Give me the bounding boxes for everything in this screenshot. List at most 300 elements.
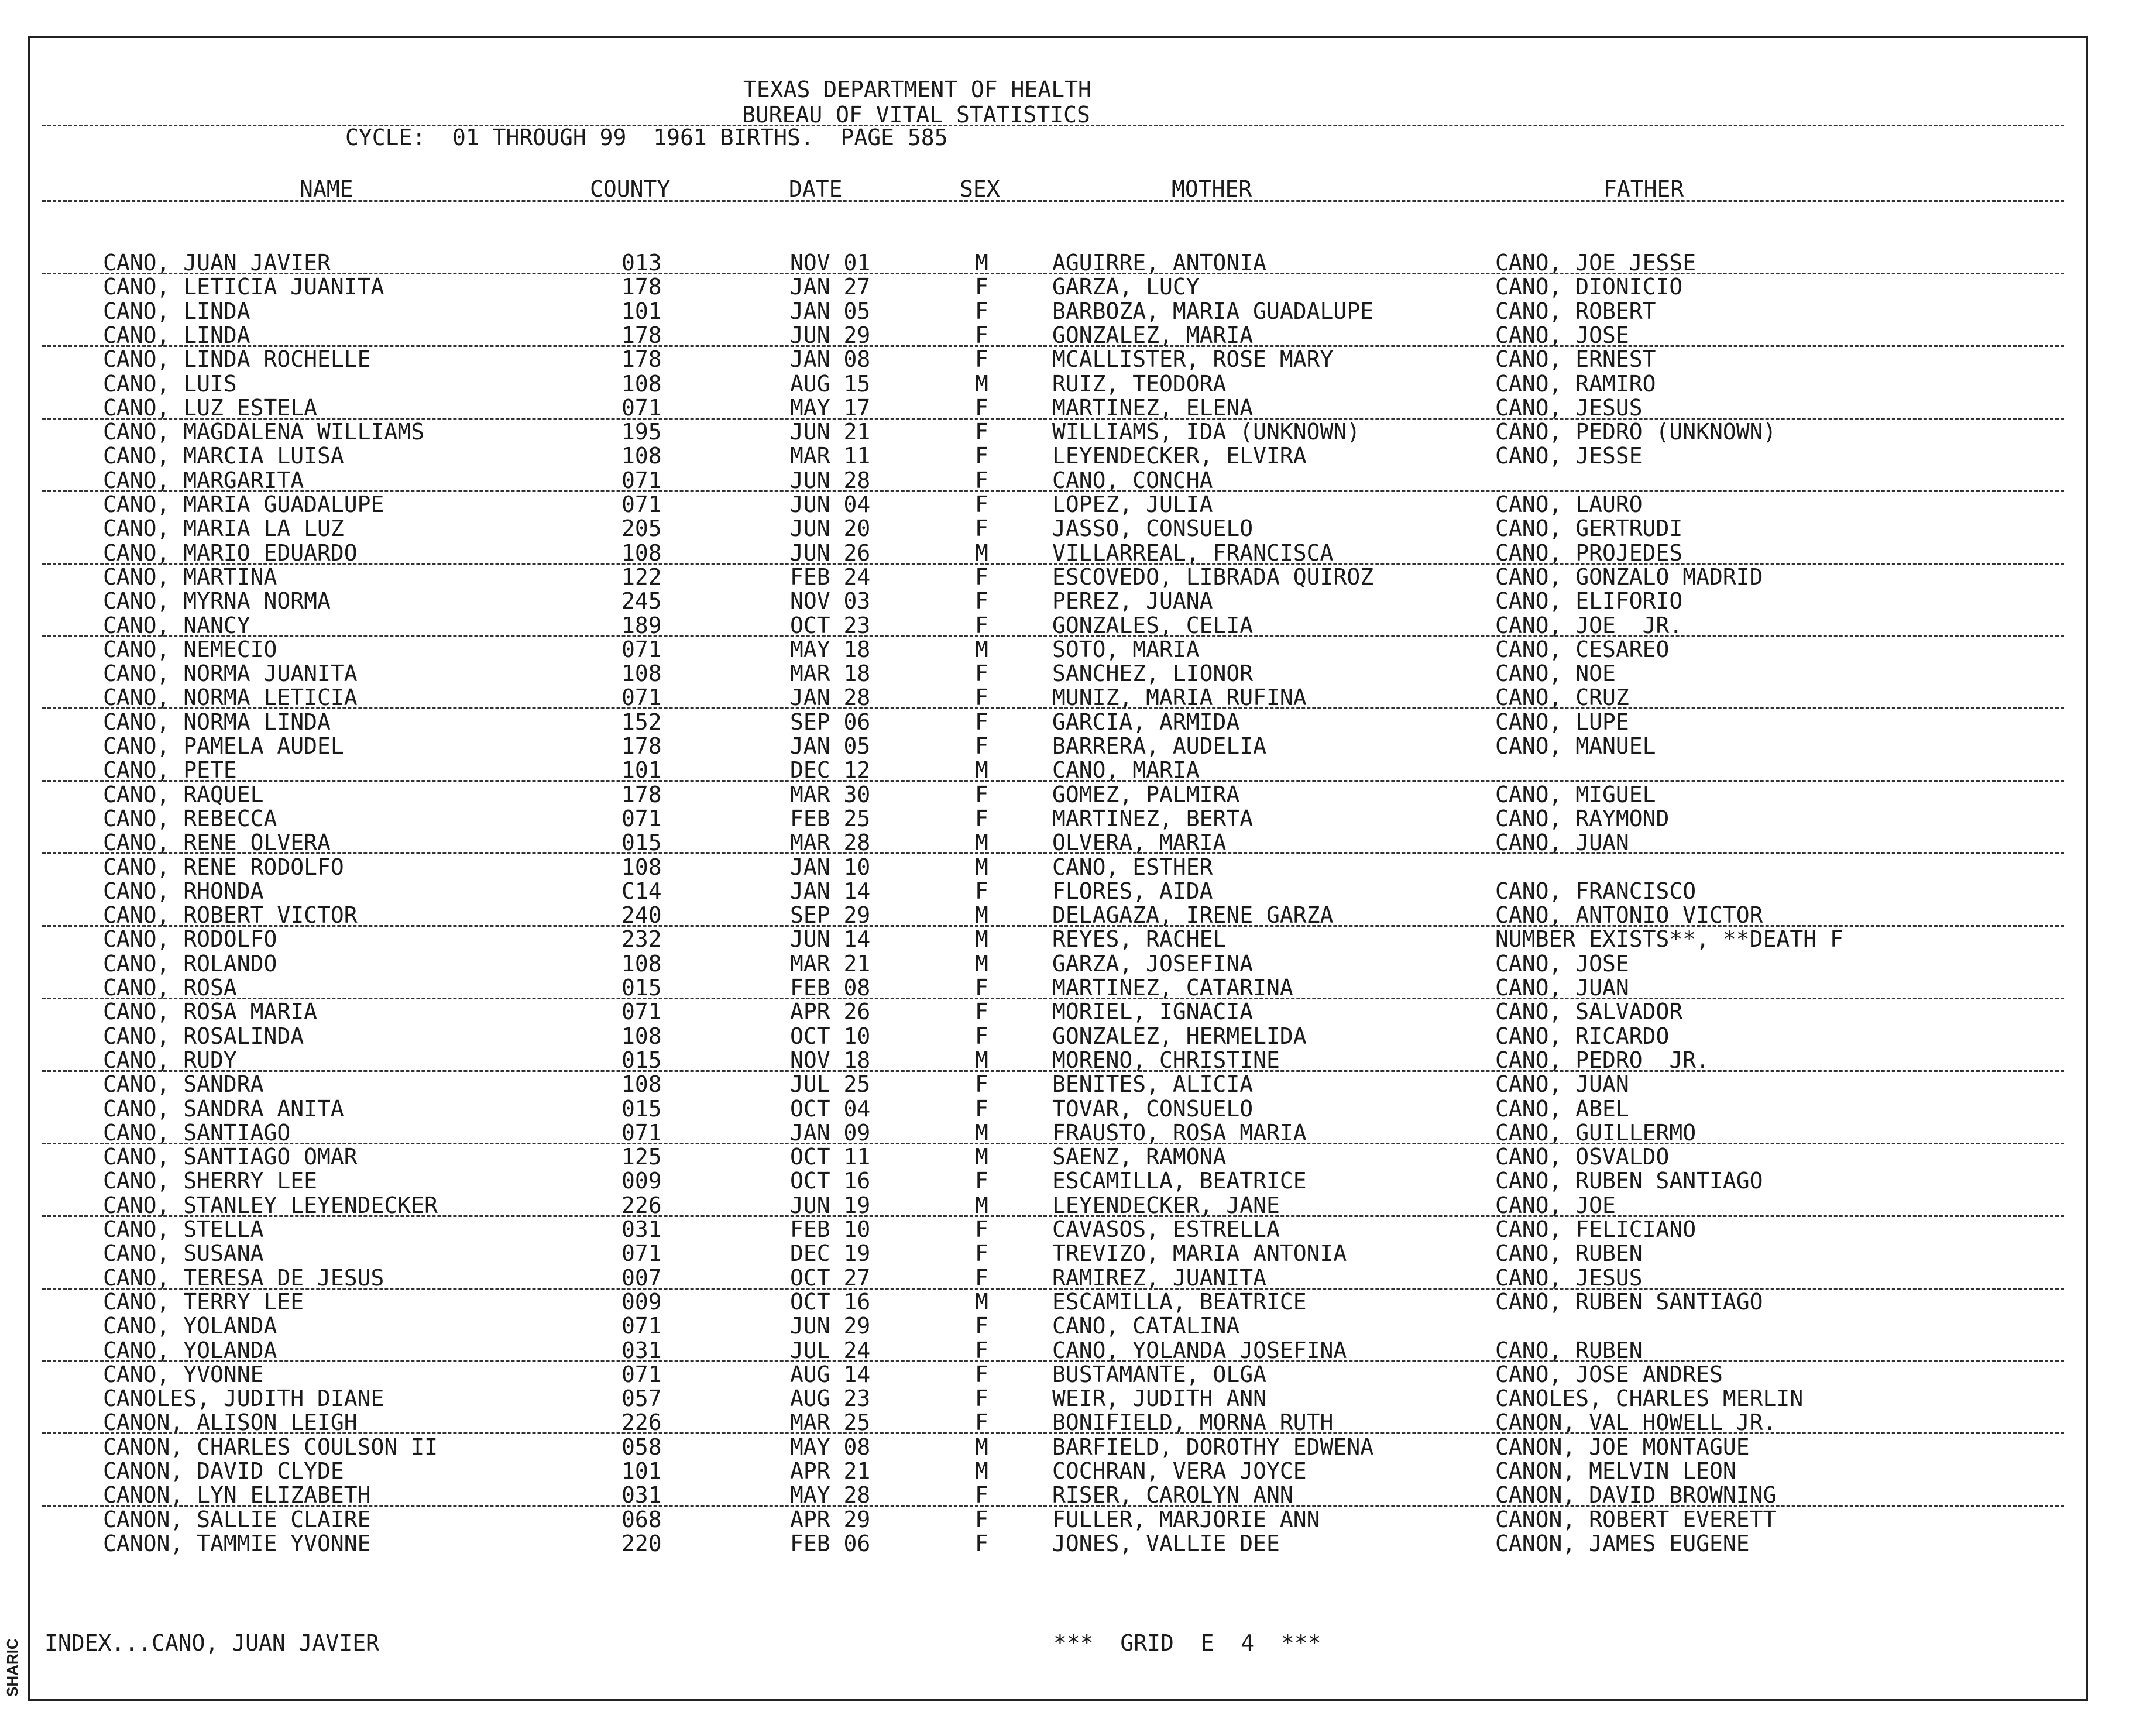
cell-county: C14 — [621, 878, 662, 904]
cell-name: CANO, LINDA — [103, 322, 250, 348]
cell-date: MAR 28 — [790, 830, 871, 856]
cell-date: OCT 04 — [790, 1095, 871, 1122]
cell-county: 071 — [621, 636, 662, 662]
cell-father: CANON, ROBERT EVERETT — [1495, 1506, 1777, 1532]
cell-date: MAY 08 — [790, 1434, 871, 1460]
cell-mother: VILLARREAL, FRANCISCA — [1052, 539, 1334, 566]
cell-name: CANO, MARTINA — [103, 563, 277, 590]
cell-county: 071 — [621, 1240, 662, 1267]
cell-mother: RAMIREZ, JUANITA — [1052, 1264, 1267, 1291]
cell-name: CANO, STANLEY LEYENDECKER — [103, 1192, 438, 1218]
cell-sex: F — [975, 709, 988, 735]
cell-name: CANO, LINDA ROCHELLE — [103, 346, 371, 373]
cell-county: 108 — [621, 950, 662, 977]
cell-sex: F — [975, 661, 988, 687]
cell-sex: M — [975, 902, 988, 929]
cell-mother: RUIZ, TEODORA — [1052, 370, 1227, 397]
cell-mother: MARTINEZ, BERTA — [1052, 805, 1254, 831]
cell-mother: GARZA, JOSEFINA — [1052, 950, 1254, 977]
cell-county: 071 — [621, 999, 662, 1025]
cell-name: CANON, DAVID CLYDE — [103, 1458, 344, 1484]
cell-county: 189 — [621, 612, 662, 638]
cell-county: 015 — [621, 1095, 662, 1122]
cell-mother: LEYENDECKER, ELVIRA — [1052, 443, 1307, 469]
cell-mother: WEIR, JUDITH ANN — [1052, 1386, 1267, 1412]
cell-mother: GARZA, LUCY — [1052, 274, 1200, 300]
cell-mother: SANCHEZ, LIONOR — [1052, 661, 1254, 687]
cell-mother: GARCIA, ARMIDA — [1052, 709, 1240, 735]
cell-mother: FULLER, MARJORIE ANN — [1052, 1506, 1320, 1532]
cell-date: NOV 18 — [790, 1047, 871, 1073]
cell-county: 058 — [621, 1434, 662, 1460]
cell-sex: F — [975, 1482, 988, 1508]
cell-mother: RISER, CAROLYN ANN — [1052, 1482, 1293, 1508]
cell-date: JAN 10 — [790, 854, 871, 880]
cell-mother: CANO, YOLANDA JOSEFINA — [1052, 1337, 1347, 1363]
cell-father: CANO, CESAREO — [1495, 636, 1670, 662]
cell-date: FEB 24 — [790, 563, 871, 590]
cell-sex: F — [975, 274, 988, 300]
cell-date: JAN 27 — [790, 274, 871, 300]
footer-index: INDEX...CANO, JUAN JAVIER — [44, 1630, 379, 1656]
cell-mother: TOVAR, CONSUELO — [1052, 1095, 1254, 1122]
cell-father: CANON, DAVID BROWNING — [1495, 1482, 1777, 1508]
cell-sex: M — [975, 926, 988, 953]
cell-mother: JASSO, CONSUELO — [1052, 515, 1254, 542]
cell-date: JAN 05 — [790, 298, 871, 324]
cell-sex: F — [975, 733, 988, 759]
cell-name: CANO, NORMA LINDA — [103, 709, 331, 735]
cell-mother: MUNIZ, MARIA RUFINA — [1052, 685, 1307, 711]
footer-grid: *** GRID E 4 *** — [1053, 1630, 1321, 1656]
cell-father: CANO, RUBEN — [1495, 1240, 1643, 1267]
cell-sex: F — [975, 1240, 988, 1267]
cell-county: 108 — [621, 661, 662, 687]
cell-date: JAN 08 — [790, 346, 871, 373]
cell-date: APR 26 — [790, 999, 871, 1025]
cell-father: CANO, JESUS — [1495, 1264, 1643, 1291]
cell-county: 226 — [621, 1410, 662, 1436]
cell-father: CANO, MANUEL — [1495, 733, 1656, 759]
cell-sex: M — [975, 636, 988, 662]
cell-sex: M — [975, 830, 988, 856]
cell-father: CANO, RUBEN SANTIAGO — [1495, 1288, 1763, 1315]
cell-father: CANO, FRANCISCO — [1495, 878, 1697, 904]
cell-name: CANO, RENE RODOLFO — [103, 854, 344, 880]
cell-name: CANOLES, JUDITH DIANE — [103, 1386, 384, 1412]
cell-father: CANO, OSVALDO — [1495, 1144, 1670, 1170]
cell-date: OCT 16 — [790, 1168, 871, 1194]
cell-name: CANON, TAMMIE YVONNE — [103, 1530, 371, 1556]
cell-date: JAN 14 — [790, 878, 871, 904]
cell-mother: MARTINEZ, CATARINA — [1052, 975, 1293, 1001]
cell-county: 152 — [621, 709, 662, 735]
cell-name: CANO, STELLA — [103, 1216, 264, 1242]
cell-date: OCT 16 — [790, 1288, 871, 1315]
cell-mother: LEYENDECKER, JANE — [1052, 1192, 1280, 1218]
cell-sex: F — [975, 588, 988, 614]
cell-sex: F — [975, 1264, 988, 1291]
cell-father: CANO, JESUS — [1495, 394, 1643, 421]
cell-sex: F — [975, 1361, 988, 1387]
cell-sex: F — [975, 443, 988, 469]
cell-sex: M — [975, 539, 988, 566]
cell-sex: M — [975, 854, 988, 880]
cell-father: CANO, JUAN — [1495, 1071, 1629, 1098]
cell-mother: SAENZ, RAMONA — [1052, 1144, 1227, 1170]
cell-name: CANO, SANDRA ANITA — [103, 1095, 344, 1122]
cell-name: CANO, RHONDA — [103, 878, 264, 904]
cycle-line: CYCLE: 01 THROUGH 99 1961 BIRTHS. PAGE 585 — [345, 125, 948, 150]
cell-county: 125 — [621, 1144, 662, 1170]
cell-county: 031 — [621, 1482, 662, 1508]
cell-date: OCT 23 — [790, 612, 871, 638]
cell-name: CANO, SUSANA — [103, 1240, 264, 1267]
cell-name: CANO, LUIS — [103, 370, 237, 397]
cell-county: 178 — [621, 322, 662, 348]
cell-mother: SOTO, MARIA — [1052, 636, 1200, 662]
cell-father: CANON, MELVIN LEON — [1495, 1458, 1736, 1484]
cell-county: 009 — [621, 1168, 662, 1194]
cell-father: CANO, FELICIANO — [1495, 1216, 1697, 1242]
cell-name: CANO, NANCY — [103, 612, 250, 638]
cell-sex: F — [975, 1023, 988, 1049]
cell-date: JUN 04 — [790, 491, 871, 517]
cell-county: 071 — [621, 1119, 662, 1146]
cell-mother: CANO, ESTHER — [1052, 854, 1213, 880]
cell-father: CANO, PEDRO JR. — [1495, 1047, 1710, 1073]
cell-father: CANO, LAURO — [1495, 491, 1643, 517]
cell-county: 178 — [621, 274, 662, 300]
cell-father: CANO, JESSE — [1495, 443, 1643, 469]
cell-mother: JONES, VALLIE DEE — [1052, 1530, 1280, 1556]
cell-name: CANON, CHARLES COULSON II — [103, 1434, 438, 1460]
cell-name: CANON, LYN ELIZABETH — [103, 1482, 371, 1508]
cell-date: FEB 25 — [790, 805, 871, 831]
cell-county: 068 — [621, 1506, 662, 1532]
cell-sex: F — [975, 781, 988, 807]
side-label: SHARIC — [4, 1638, 21, 1697]
cell-county: 015 — [621, 975, 662, 1001]
cell-sex: M — [975, 1144, 988, 1170]
cell-date: FEB 06 — [790, 1530, 871, 1556]
cell-date: JUL 25 — [790, 1071, 871, 1098]
cell-date: MAY 28 — [790, 1482, 871, 1508]
cell-sex: F — [975, 805, 988, 831]
cell-date: SEP 29 — [790, 902, 871, 929]
cell-date: JUN 21 — [790, 419, 871, 445]
cell-father: CANO, LUPE — [1495, 709, 1629, 735]
cell-mother: FRAUSTO, ROSA MARIA — [1052, 1119, 1307, 1146]
cell-mother: GONZALEZ, MARIA — [1052, 322, 1254, 348]
cell-name: CANO, NORMA LETICIA — [103, 685, 358, 711]
cell-sex: F — [975, 515, 988, 542]
cell-name: CANO, RAQUEL — [103, 781, 264, 807]
cell-date: MAR 21 — [790, 950, 871, 977]
cell-name: CANO, LUZ ESTELA — [103, 394, 318, 421]
cell-date: MAR 18 — [790, 661, 871, 687]
cell-county: 031 — [621, 1216, 662, 1242]
cell-father: CANO, ROBERT — [1495, 298, 1656, 324]
cell-sex: M — [975, 1458, 988, 1484]
column-header-name: NAME — [300, 176, 353, 202]
cell-county: 108 — [621, 1071, 662, 1098]
header-title: TEXAS DEPARTMENT OF HEALTH — [743, 77, 1091, 102]
cell-date: SEP 06 — [790, 709, 871, 735]
cell-sex: F — [975, 563, 988, 590]
cell-name: CANO, RUDY — [103, 1047, 237, 1073]
cell-sex: M — [975, 1119, 988, 1146]
cell-mother: BENITES, ALICIA — [1052, 1071, 1254, 1098]
cell-date: FEB 10 — [790, 1216, 871, 1242]
cell-name: CANO, YVONNE — [103, 1361, 264, 1387]
cell-sex: F — [975, 1168, 988, 1194]
cell-father: CANO, GONZALO MADRID — [1495, 563, 1763, 590]
cell-county: 108 — [621, 443, 662, 469]
cell-date: FEB 08 — [790, 975, 871, 1001]
cell-sex: M — [975, 1288, 988, 1315]
cell-county: 205 — [621, 515, 662, 542]
cell-county: 108 — [621, 854, 662, 880]
cell-name: CANO, TERRY LEE — [103, 1288, 304, 1315]
cell-date: DEC 12 — [790, 757, 871, 783]
cell-mother: CANO, CONCHA — [1052, 467, 1213, 493]
cell-county: 071 — [621, 685, 662, 711]
cell-county: 220 — [621, 1530, 662, 1556]
cell-name: CANO, ROSA MARIA — [103, 999, 318, 1025]
cell-mother: BARRERA, AUDELIA — [1052, 733, 1267, 759]
cell-mother: GONZALEZ, HERMELIDA — [1052, 1023, 1307, 1049]
cell-father: CANO, MIGUEL — [1495, 781, 1656, 807]
cell-county: 013 — [621, 250, 662, 276]
cell-date: JUN 20 — [790, 515, 871, 542]
cell-county: 057 — [621, 1386, 662, 1412]
cell-sex: F — [975, 467, 988, 493]
cell-father: CANO, JUAN — [1495, 830, 1629, 856]
cell-date: APR 29 — [790, 1506, 871, 1532]
column-header-mother: MOTHER — [1172, 176, 1252, 202]
cell-date: MAR 11 — [790, 443, 871, 469]
cell-sex: F — [975, 322, 988, 348]
cell-name: CANO, JUAN JAVIER — [103, 250, 331, 276]
cell-father: CANO, GERTRUDI — [1495, 515, 1683, 542]
cell-father: NUMBER EXISTS**, **DEATH F — [1495, 926, 1843, 953]
cell-date: DEC 19 — [790, 1240, 871, 1267]
cell-father: CANO, JOSE — [1495, 322, 1629, 348]
cell-mother: CANO, CATALINA — [1052, 1313, 1240, 1339]
cell-county: 108 — [621, 539, 662, 566]
cell-name: CANO, YOLANDA — [103, 1337, 277, 1363]
cell-county: 122 — [621, 563, 662, 590]
cell-father: CANO, GUILLERMO — [1495, 1119, 1697, 1146]
header-subtitle: BUREAU OF VITAL STATISTICS — [742, 102, 1090, 128]
cell-father: CANO, JOE — [1495, 1192, 1616, 1218]
cell-date: MAR 25 — [790, 1410, 871, 1436]
cell-county: 240 — [621, 902, 662, 929]
cell-mother: LOPEZ, JULIA — [1052, 491, 1213, 517]
cell-mother: CANO, MARIA — [1052, 757, 1200, 783]
cell-sex: M — [975, 250, 988, 276]
cell-date: JUN 19 — [790, 1192, 871, 1218]
cell-sex: F — [975, 346, 988, 373]
cell-name: CANO, MAGDALENA WILLIAMS — [103, 419, 425, 445]
cell-father: CANO, DIONICIO — [1495, 274, 1683, 300]
cell-father: CANO, NOE — [1495, 661, 1616, 687]
cell-date: APR 21 — [790, 1458, 871, 1484]
cell-name: CANO, MYRNA NORMA — [103, 588, 331, 614]
cell-name: CANO, LINDA — [103, 298, 250, 324]
cell-father: CANO, PROJEDES — [1495, 539, 1683, 566]
cell-name: CANON, ALISON LEIGH — [103, 1410, 358, 1436]
cell-sex: M — [975, 1192, 988, 1218]
cell-name: CANO, LETICIA JUANITA — [103, 274, 384, 300]
cell-county: 232 — [621, 926, 662, 953]
cell-county: 031 — [621, 1337, 662, 1363]
cell-mother: PEREZ, JUANA — [1052, 588, 1213, 614]
cell-name: CANO, MARIO EDUARDO — [103, 539, 358, 566]
cell-county: 015 — [621, 830, 662, 856]
cell-date: JAN 05 — [790, 733, 871, 759]
cell-name: CANO, MARCIA LUISA — [103, 443, 344, 469]
cell-mother: OLVERA, MARIA — [1052, 830, 1227, 856]
cell-date: MAR 30 — [790, 781, 871, 807]
cell-father: CANO, RUBEN — [1495, 1337, 1643, 1363]
cell-name: CANO, REBECCA — [103, 805, 277, 831]
cell-name: CANO, ROSALINDA — [103, 1023, 304, 1049]
cell-county: 178 — [621, 781, 662, 807]
cell-sex: F — [975, 1337, 988, 1363]
cell-name: CANO, SANTIAGO OMAR — [103, 1144, 358, 1170]
cell-sex: F — [975, 1530, 988, 1556]
cell-name: CANO, SANTIAGO — [103, 1119, 291, 1146]
cell-name: CANO, TERESA DE JESUS — [103, 1264, 384, 1291]
cell-father: CANO, JOE JESSE — [1495, 250, 1697, 276]
column-header-county: COUNTY — [590, 176, 671, 202]
cell-county: 015 — [621, 1047, 662, 1073]
cell-date: JUN 26 — [790, 539, 871, 566]
cell-name: CANO, SANDRA — [103, 1071, 264, 1098]
cell-date: JUN 29 — [790, 322, 871, 348]
cell-mother: MORIEL, IGNACIA — [1052, 999, 1254, 1025]
cell-father: CANO, ANTONIO VICTOR — [1495, 902, 1763, 929]
cell-father: CANO, CRUZ — [1495, 685, 1629, 711]
cell-county: 071 — [621, 394, 662, 421]
cell-father: CANON, VAL HOWELL JR. — [1495, 1410, 1777, 1436]
cell-father: CANO, JOSE ANDRES — [1495, 1361, 1723, 1387]
cell-sex: M — [975, 1434, 988, 1460]
cell-mother: ESCOVEDO, LIBRADA QUIROZ — [1052, 563, 1374, 590]
cell-name: CANO, RENE OLVERA — [103, 830, 331, 856]
cell-date: OCT 27 — [790, 1264, 871, 1291]
cell-sex: F — [975, 1506, 988, 1532]
cell-father: CANON, JAMES EUGENE — [1495, 1530, 1750, 1556]
cell-mother: GOMEZ, PALMIRA — [1052, 781, 1240, 807]
cell-mother: BARBOZA, MARIA GUADALUPE — [1052, 298, 1374, 324]
cell-mother: BARFIELD, DOROTHY EDWENA — [1052, 1434, 1374, 1460]
cell-name: CANO, MARGARITA — [103, 467, 304, 493]
cell-name: CANO, YOLANDA — [103, 1313, 277, 1339]
cell-sex: F — [975, 975, 988, 1001]
cell-county: 071 — [621, 1313, 662, 1339]
cell-mother: CAVASOS, ESTRELLA — [1052, 1216, 1280, 1242]
column-header-sex: SEX — [960, 176, 1000, 202]
cell-county: 195 — [621, 419, 662, 445]
cell-sex: F — [975, 1095, 988, 1122]
cell-date: JAN 09 — [790, 1119, 871, 1146]
cell-county: 108 — [621, 1023, 662, 1049]
cell-sex: F — [975, 1313, 988, 1339]
cell-mother: DELAGAZA, IRENE GARZA — [1052, 902, 1334, 929]
cell-county: 101 — [621, 298, 662, 324]
cell-sex: F — [975, 999, 988, 1025]
cell-mother: AGUIRRE, ANTONIA — [1052, 250, 1267, 276]
cell-father: CANO, RAMIRO — [1495, 370, 1656, 397]
cell-mother: BONIFIELD, MORNA RUTH — [1052, 1410, 1334, 1436]
cell-county: 071 — [621, 805, 662, 831]
cell-date: AUG 15 — [790, 370, 871, 397]
cell-date: AUG 23 — [790, 1386, 871, 1412]
cell-sex: F — [975, 298, 988, 324]
cell-father: CANO, RAYMOND — [1495, 805, 1670, 831]
cell-mother: MARTINEZ, ELENA — [1052, 394, 1254, 421]
cell-date: NOV 03 — [790, 588, 871, 614]
cell-county: 245 — [621, 588, 662, 614]
cell-father: CANO, ABEL — [1495, 1095, 1629, 1122]
cell-name: CANO, PAMELA AUDEL — [103, 733, 344, 759]
cell-date: JUN 29 — [790, 1313, 871, 1339]
cell-father: CANO, JOE JR. — [1495, 612, 1683, 638]
cell-name: CANO, ROSA — [103, 975, 237, 1001]
cell-mother: MCALLISTER, ROSE MARY — [1052, 346, 1334, 373]
cell-county: 108 — [621, 370, 662, 397]
cell-date: JUL 24 — [790, 1337, 871, 1363]
cell-sex: F — [975, 878, 988, 904]
cell-father: CANO, JUAN — [1495, 975, 1629, 1001]
cell-father: CANO, RUBEN SANTIAGO — [1495, 1168, 1763, 1194]
cell-sex: M — [975, 370, 988, 397]
cell-county: 101 — [621, 1458, 662, 1484]
cell-sex: F — [975, 491, 988, 517]
cell-date: OCT 10 — [790, 1023, 871, 1049]
cell-sex: M — [975, 1047, 988, 1073]
cell-father: CANON, JOE MONTAGUE — [1495, 1434, 1750, 1460]
cell-county: 009 — [621, 1288, 662, 1315]
cell-father: CANO, JOSE — [1495, 950, 1629, 977]
cell-mother: MORENO, CHRISTINE — [1052, 1047, 1280, 1073]
cell-father: CANOLES, CHARLES MERLIN — [1495, 1386, 1804, 1412]
cell-sex: F — [975, 1386, 988, 1412]
column-header-father: FATHER — [1603, 176, 1684, 202]
cell-sex: F — [975, 419, 988, 445]
cell-father: CANO, PEDRO (UNKNOWN) — [1495, 419, 1777, 445]
cell-name: CANO, RODOLFO — [103, 926, 277, 953]
cell-name: CANO, ROBERT VICTOR — [103, 902, 358, 929]
cell-name: CANO, ROLANDO — [103, 950, 277, 977]
cell-mother: TREVIZO, MARIA ANTONIA — [1052, 1240, 1347, 1267]
cell-mother: GONZALES, CELIA — [1052, 612, 1254, 638]
cell-mother: WILLIAMS, IDA (UNKNOWN) — [1052, 419, 1361, 445]
cell-county: 007 — [621, 1264, 662, 1291]
cell-county: 101 — [621, 757, 662, 783]
cell-sex: F — [975, 394, 988, 421]
cell-date: JUN 14 — [790, 926, 871, 953]
cell-sex: M — [975, 950, 988, 977]
cell-name: CANON, SALLIE CLAIRE — [103, 1506, 371, 1532]
cell-county: 071 — [621, 491, 662, 517]
cell-date: AUG 14 — [790, 1361, 871, 1387]
cell-sex: F — [975, 1071, 988, 1098]
cell-father: CANO, ELIFORIO — [1495, 588, 1683, 614]
